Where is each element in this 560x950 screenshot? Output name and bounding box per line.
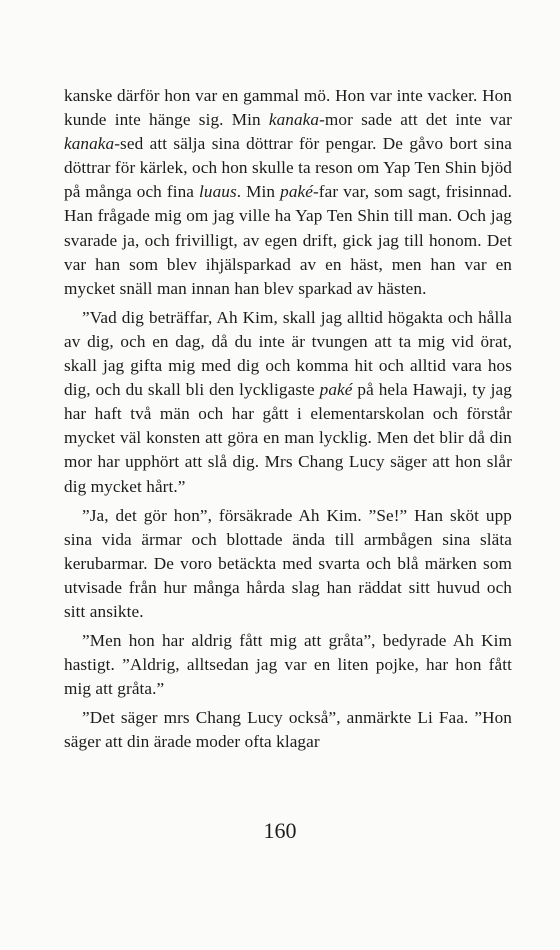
paragraph-5 bbox=[64, 706, 512, 754]
text-run: . Min bbox=[236, 182, 281, 202]
italic-word: kanaka bbox=[268, 110, 320, 130]
text-run: kanske därför hon var en gammal mö. Hon var inte vacker. Hon kunde inte hänge sig. Min bbox=[64, 86, 512, 130]
text-run: -sed att sälja sina döttrar för pengar. De gåvo bort sina döttrar för kärlek, och hon skulle ta reson om Yap Ten Shin bjöd på många och fina bbox=[64, 134, 512, 202]
italic-word: luaus bbox=[199, 182, 237, 202]
paragraph-3 bbox=[64, 504, 512, 624]
text-run: ”Ja, det gör hon”, försäkrade Ah Kim. ”Se!” Han sköt upp sina vida ärmar och blottade ända till armbågen sina släta kerubarmar. De voro betäckta med svarta och blå märken som utvisade från hur många hårda slag han räddat sitt huvud och sitt ansikte. bbox=[64, 505, 512, 621]
text-run: -mor sade att det inte var bbox=[319, 110, 512, 130]
page-number: 160 bbox=[263, 818, 297, 843]
paragraph-1 bbox=[64, 84, 512, 301]
text-run: ”Det säger mrs Chang Lucy också”, anmärkte Li Faa. ”Hon säger att din ärade moder ofta klagar bbox=[64, 708, 512, 752]
italic-word: kanaka bbox=[64, 134, 115, 154]
text-run: -far var, som sagt, frisinnad. Han frågade mig om jag ville ha Yap Ten Shin till man. Och jag svarade ja, och frivilligt, av egen drift, gick jag till honom. Det var han som blev ihjälsparkad av en häst, men han var en mycket snäll man innan han blev sparkad av hästen. bbox=[64, 182, 512, 298]
text-run: på hela Hawaji, ty jag har haft två män och har gått i elementarskolan och förstår mycket väl konsten att göra en man lycklig. Men det blir då din mor har upphört att slå dig. Mrs Chang Lucy säger att hon slår dig mycket hårt.” bbox=[64, 380, 512, 496]
text-run: ”Vad dig beträffar, Ah Kim, skall jag alltid högakta och hålla av dig, och en dag, då du inte är tvungen att ta mig vid örat, skall jag gifta mig med dig och komma hit och alltid vara hos dig, och du skall bli den lyckligaste bbox=[64, 307, 512, 400]
body-text bbox=[64, 84, 512, 755]
paragraph-4 bbox=[64, 629, 512, 701]
paragraph-2 bbox=[64, 306, 512, 499]
italic-word: paké bbox=[280, 182, 313, 202]
italic-word: paké bbox=[319, 380, 353, 400]
text-run: ”Men hon har aldrig fått mig att gråta”, bedyrade Ah Kim hastigt. ”Aldrig, alltsedan jag var en liten pojke, har hon fått mig att gråta.” bbox=[64, 631, 512, 699]
